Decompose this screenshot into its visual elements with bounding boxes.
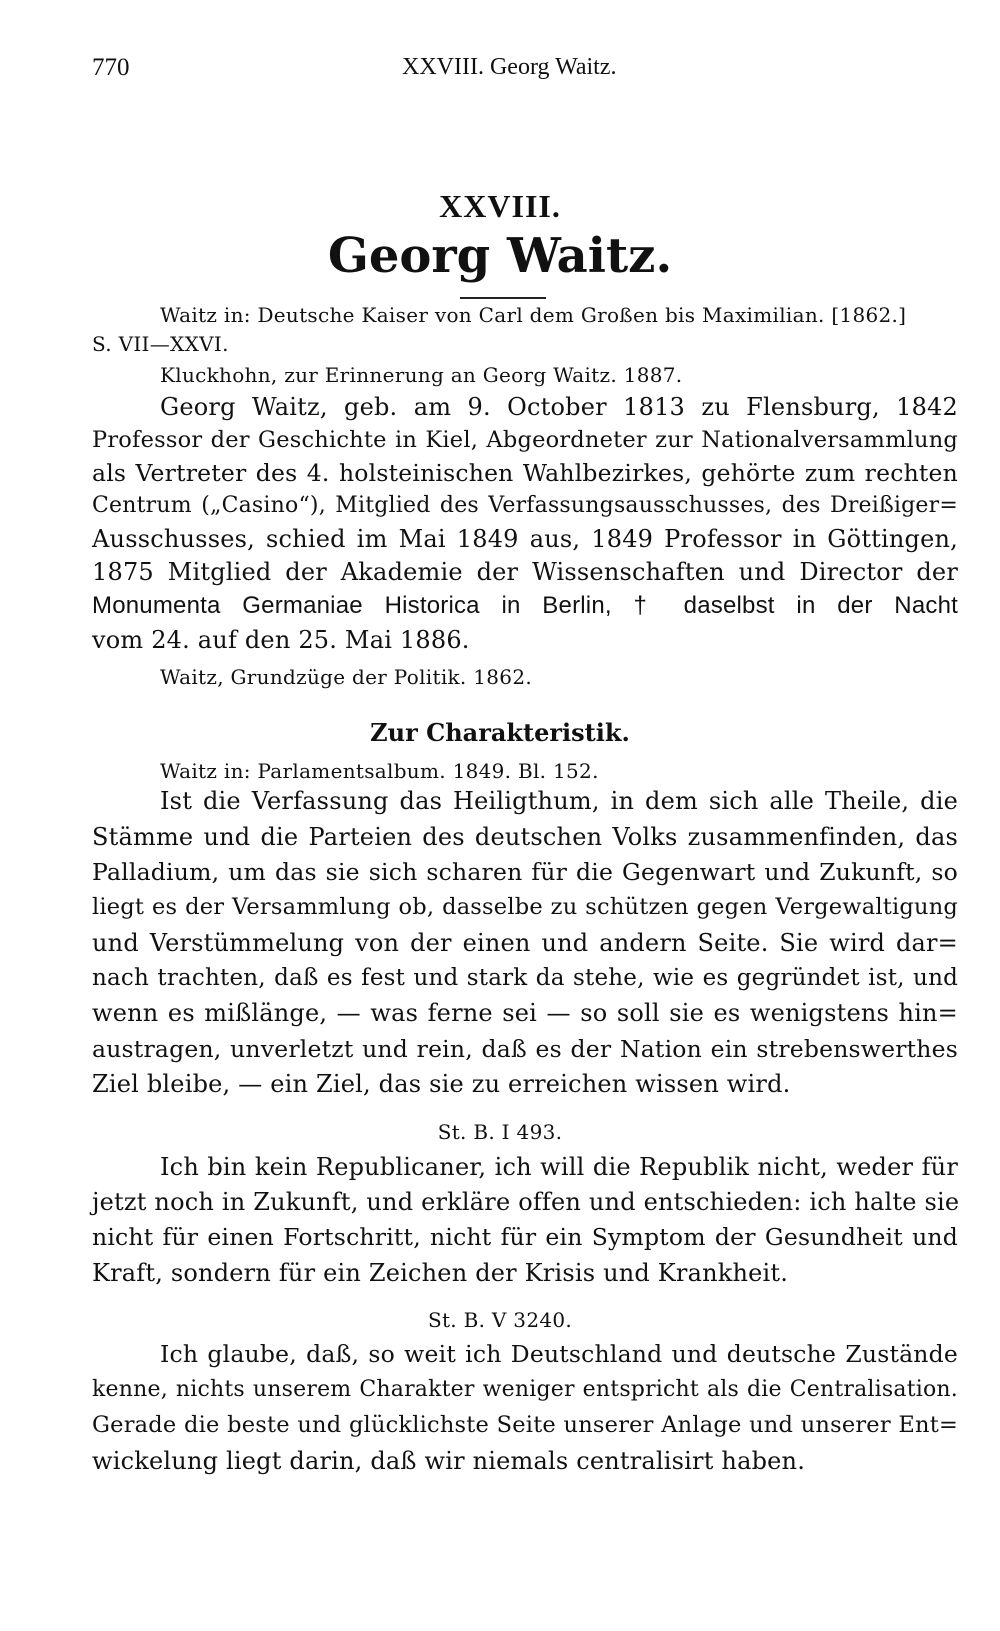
quote-line: Stämme und die Parteien des deutschen Volks zusammenfinden, das	[92, 823, 958, 851]
biography-line: Centrum („Casino“), Mitglied des Verfassungsausschusses, des Dreißiger=	[92, 493, 958, 518]
quote-source: St. B. I 493.	[437, 1120, 563, 1144]
quote-line: nach trachten, daß es fest und stark da stehe, wie es gegründet ist, und	[92, 965, 958, 991]
biography-line: als Vertreter des 4. holsteinischen Wahlbezirkes, gehörte zum rechten	[92, 459, 958, 487]
page-number: 770	[92, 54, 130, 81]
running-head	[92, 50, 952, 90]
quote-line: Ich glaube, daß, so weit ich Deutschland und deutsche Zustände	[160, 1340, 958, 1368]
section-heading: Zur Charakteristik.	[370, 718, 630, 747]
biography-line: Monumenta Germaniae Historica in Berlin, † daselbst in der Nacht	[92, 592, 958, 619]
quote-line: Palladium, um das sie sich scharen für die Gegenwart und Zukunft, so	[92, 858, 958, 886]
quote-line: kenne, nichts unserem Charakter weniger entspricht als die Centralisation.	[92, 1377, 958, 1402]
quote-source: St. B. V 3240.	[427, 1308, 573, 1332]
chapter-title: Georg Waitz.	[327, 228, 673, 284]
work-reference: Waitz, Grundzüge der Politik. 1862.	[160, 665, 533, 689]
source-reference-pages: S. VII—XXVI.	[92, 332, 229, 356]
quote-line: und Verstümmelung von der einen und andern Seite. Sie wird dar=	[92, 929, 958, 957]
source-reference: Waitz in: Deutsche Kaiser von Carl dem Großen bis Maximilian. [1862.]	[160, 303, 907, 327]
quote-line: Ich bin kein Republicaner, ich will die Republik nicht, weder für	[160, 1153, 958, 1181]
quote-line: austragen, unverletzt und rein, daß es der Nation ein strebenswerthes	[92, 1035, 958, 1063]
quote-line: jetzt noch in Zukunft, und erkläre offen und entschieden: ich halte sie	[92, 1188, 960, 1216]
title-divider	[460, 297, 546, 299]
quote-line: wickelung liegt darin, daß wir niemals centralisirt haben.	[92, 1447, 806, 1475]
biography-line: vom 24. auf den 25. Mai 1886.	[92, 626, 470, 654]
quote-line: nicht für einen Fortschritt, nicht für ein Symptom der Gesundheit und	[92, 1223, 958, 1251]
biography-line: 1875 Mitglied der Akademie der Wissenschaften und Director der	[92, 558, 958, 586]
source-reference: Kluckhohn, zur Erinnerung an Georg Waitz. 1887.	[160, 363, 683, 387]
quote-line: wenn es mißlänge, — was ferne sei — so soll sie es wenigstens hin=	[92, 999, 958, 1027]
biography-line: Georg Waitz, geb. am 9. October 1813 zu Flensburg, 1842	[160, 393, 958, 421]
quote-line: Ziel bleibe, — ein Ziel, das sie zu erreichen wissen wird.	[92, 1070, 791, 1098]
biography-line: Professor der Geschichte in Kiel, Abgeordneter zur Nationalversammlung	[92, 427, 958, 453]
chapter-number: XXVIII.	[439, 188, 561, 224]
quote-line: liegt es der Versammlung ob, dasselbe zu schützen gegen Vergewaltigung	[92, 894, 958, 920]
quote-line: Ist die Verfassung das Heiligthum, in dem sich alle Theile, die	[160, 787, 958, 815]
biography-line: Ausschusses, schied im Mai 1849 aus, 1849 Professor in Göttingen,	[92, 525, 958, 553]
quote-source: Waitz in: Parlamentsalbum. 1849. Bl. 152.	[160, 759, 599, 783]
quote-line: Kraft, sondern für ein Zeichen der Krisis und Krankheit.	[92, 1259, 789, 1287]
quote-line: Gerade die beste und glücklichste Seite unserer Anlage und unserer Ent=	[92, 1412, 958, 1438]
running-title: XXVIII. Georg Waitz.	[402, 54, 617, 80]
